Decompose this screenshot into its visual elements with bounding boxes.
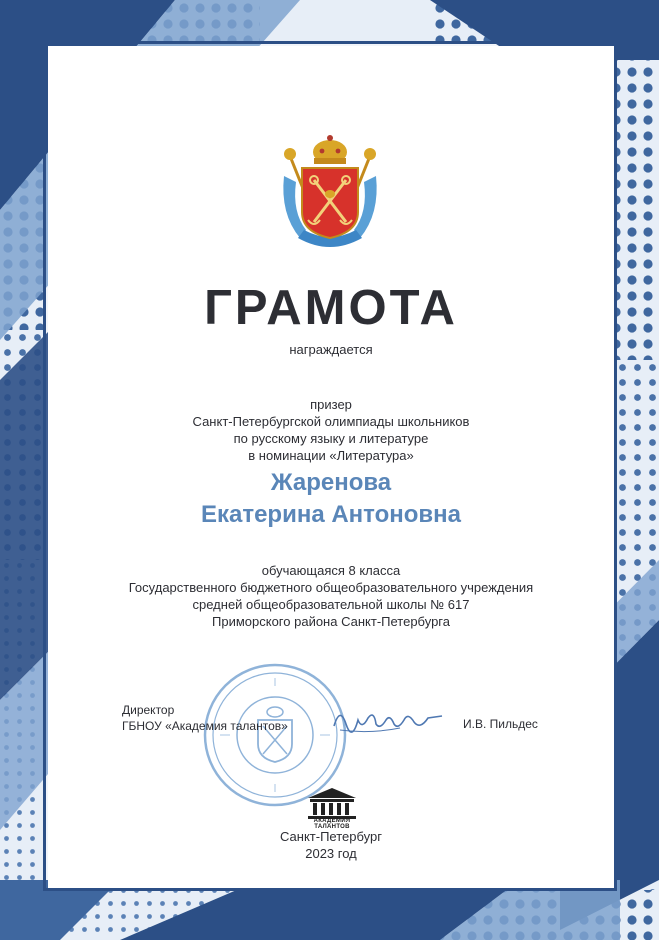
academy-logo-caption: АКАДЕМИЯ ТАЛАНТОВ [313, 818, 351, 830]
school-line: обучающаяся 8 класса [261, 563, 401, 578]
signer-title: Директор [122, 703, 175, 717]
recipient-name [48, 467, 614, 531]
award-description [48, 396, 614, 464]
coat-of-arms-emblem [276, 134, 384, 254]
certificate-title: ГРАМОТА [204, 281, 458, 335]
city: Санкт-Петербург [280, 829, 382, 844]
description-line: Санкт-Петербургской олимпиады школьников [192, 414, 470, 429]
school-info [48, 562, 614, 630]
description-line: по русскому языку и литературе [233, 431, 429, 446]
recipient-first-middle-name: Екатерина Антоновна [200, 501, 462, 528]
signer-name: И.В. Пильдес [463, 717, 538, 731]
director-signature [330, 700, 450, 740]
description-line: призер [310, 397, 352, 412]
place-and-date [48, 828, 614, 862]
awarded-label: награждается [289, 342, 373, 357]
school-line: Государственного бюджетного общеобразовательного учреждения [128, 580, 534, 595]
school-line: средней общеобразовательной школы № 617 [192, 597, 470, 612]
description-line: в номинации «Литература» [248, 448, 414, 463]
signer-position [122, 702, 288, 734]
academy-logo-icon [302, 786, 362, 820]
year: 2023 год [305, 846, 357, 861]
recipient-last-name: Жаренова [270, 469, 392, 496]
school-line: Приморского района Санкт-Петербурга [212, 614, 450, 629]
signer-organization: ГБНОУ «Академия талантов» [122, 719, 288, 733]
